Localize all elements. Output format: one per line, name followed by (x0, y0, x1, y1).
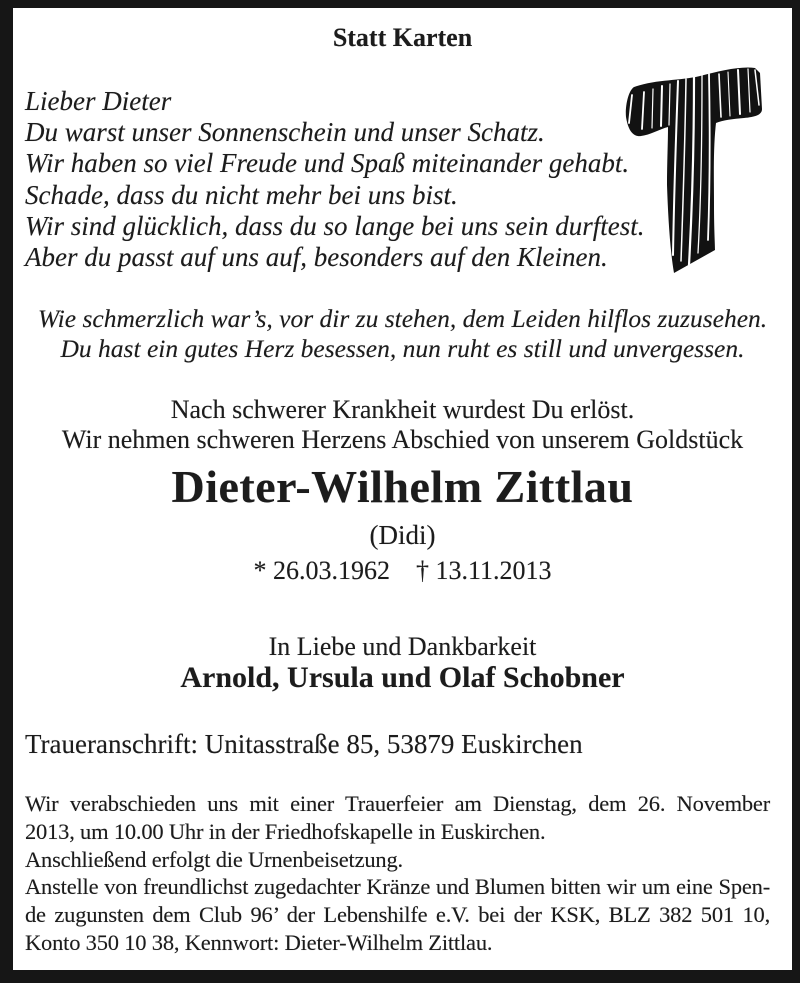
couplet-line: Wie schmerzlich war’s, vor dir zu stehen, dem Leiden hilflos zuzusehen. (37, 304, 768, 333)
poem-line: Lieber Dieter (25, 86, 172, 116)
notice-header: Statt Karten (332, 23, 473, 52)
family-names: Arnold, Ursula und Olaf Schobner (180, 661, 625, 694)
obituary-notice (13, 8, 792, 970)
intro-line: Wir nehmen schweren Herzens Abschied von unserem Goldstück (61, 425, 744, 454)
poem-line: Wir haben so viel Freude und Spaß miteinander gehabt. (25, 148, 630, 179)
announcement-intro (13, 395, 792, 455)
farewell-poem (25, 86, 770, 273)
poem-line: Schade, dass du nicht mehr bei uns bist. (25, 179, 458, 210)
details-line: Konto 350 10 38, Kennwort: Dieter-Wilhelm Zittlau. (25, 929, 493, 955)
funeral-details (25, 790, 770, 957)
details-line: Anstelle von freundlichst zugedachter Kränze und Blumen bitten wir um eine Spen- (25, 874, 770, 900)
poem-line: Du warst unser Sonnenschein und unser Schatz. (25, 117, 545, 148)
details-line: de zugunsten dem Club 96’ der Lebenshilfe e.V. bei der KSK, BLZ 382 501 10, (25, 902, 770, 928)
intro-line: Nach schwerer Krankheit wurdest Du erlöst. (170, 395, 635, 424)
life-dates (13, 556, 792, 586)
deceased-nickname: (Didi) (369, 520, 436, 550)
birth-date: * 26.03.1962 (253, 556, 390, 585)
deceased-name: Dieter-Wilhelm Zittlau (171, 461, 634, 512)
details-line: Wir verabschieden uns mit einer Trauerfeier am Dienstag, dem 26. November (25, 791, 770, 816)
mourning-address: Traueranschrift: Unitasstraße 85, 53879 Euskirchen (25, 729, 583, 759)
poem-line: Aber du passt auf uns auf, besonders auf den Kleinen. (25, 242, 608, 273)
death-date: † 13.11.2013 (415, 556, 552, 585)
farewell-intro: In Liebe und Dankbarkeit (268, 632, 537, 661)
couplet-line: Du hast ein gutes Herz besessen, nun ruht es still und unvergessen. (60, 334, 745, 363)
poem-line: Wir sind glücklich, dass du so lange bei uns sein durftest. (25, 210, 645, 241)
memorial-couplet (13, 304, 792, 364)
details-line: Anschließend erfolgt die Urnenbeisetzung. (25, 846, 403, 872)
details-line: 2013, um 10.00 Uhr in der Friedhofskapelle in Euskirchen. (25, 818, 546, 844)
